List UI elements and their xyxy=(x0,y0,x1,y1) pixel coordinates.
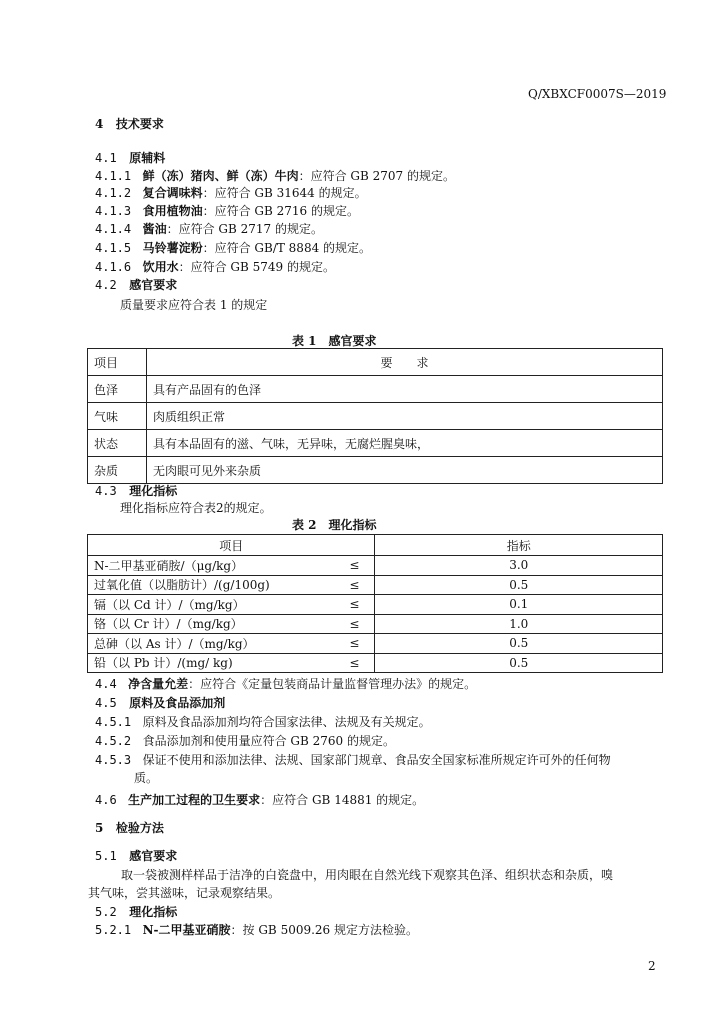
table-cell: N-二甲基亚硝胺/（μg/kg） xyxy=(88,556,335,576)
table-cell: ≤ xyxy=(334,614,375,634)
clause-4-1-3 xyxy=(95,203,359,219)
subsection-title: 原料及食品添加剂 xyxy=(129,696,226,710)
clause-text: 保证不使用和添加法律、法规、国家部门规章、食品安全国家标准所规定许可外的任何物 xyxy=(142,753,611,767)
paragraph-5-1-line-2: 其气味，尝其滋味，记录观察结果。 xyxy=(88,886,281,900)
table-cell: 镉（以 Cd 计）/（mg/kg） xyxy=(88,595,335,615)
table-row xyxy=(88,430,663,457)
subsection-title: 理化指标 xyxy=(129,484,178,498)
clause-number: 4.1.3 xyxy=(95,204,132,218)
clause-label: 净含量允差 xyxy=(128,677,189,691)
table-cell: 杂质 xyxy=(88,457,147,484)
clause-text: ：应符合 GB 31644 的规定。 xyxy=(202,186,367,200)
table-cell: 色泽 xyxy=(88,376,147,403)
table-cell: 0.5 xyxy=(375,653,663,673)
section-4-heading xyxy=(95,116,164,132)
section-number: 4 xyxy=(95,117,104,131)
subsection-number: 4.1 xyxy=(95,151,117,165)
subsection-5-2-heading xyxy=(95,904,177,920)
subsection-title: 理化指标 xyxy=(129,905,178,919)
clause-4-1-4 xyxy=(95,221,323,237)
table-row xyxy=(88,614,663,634)
subsection-4-3-heading xyxy=(95,483,177,499)
clause-4-5-3 xyxy=(95,752,611,768)
table-cell: ≤ xyxy=(334,595,375,615)
clause-text: ：应符合《定量包装商品计量监督管理办法》的规定。 xyxy=(188,677,477,691)
clause-number: 4.5.2 xyxy=(95,734,132,748)
page-number: 2 xyxy=(648,959,656,973)
clause-text: ：应符合 GB 2707 的规定。 xyxy=(298,169,455,183)
clause-text: ：应符合 GB 2717 的规定。 xyxy=(166,222,323,236)
clause-number: 4.1.4 xyxy=(95,222,132,236)
table-header-cell: 项目 xyxy=(88,535,375,556)
table-2-physicochemical xyxy=(87,534,663,673)
clause-label: 饮用水 xyxy=(142,260,179,274)
table-cell: 状态 xyxy=(88,430,147,457)
table-cell: ≤ xyxy=(334,556,375,576)
clause-label: N-二甲基亚硝胺 xyxy=(142,923,231,937)
table-cell: 气味 xyxy=(88,403,147,430)
clause-text: ：按 GB 5009.26 规定方法检验。 xyxy=(230,923,419,937)
table-cell: ≤ xyxy=(334,653,375,673)
table-cell: 铅（以 Pb 计）/(mg/ kg) xyxy=(88,653,335,673)
table-cell: ≤ xyxy=(334,575,375,595)
table-cell: ≤ xyxy=(334,634,375,654)
table-header-cell: 指标 xyxy=(375,535,663,556)
section-title: 检验方法 xyxy=(115,821,164,835)
clause-number: 4.1.5 xyxy=(95,241,132,255)
table-row xyxy=(88,403,663,430)
table-row xyxy=(88,653,663,673)
document-code: Q/XBXCF0007S—2019 xyxy=(528,87,667,101)
clause-number: 5.2.1 xyxy=(95,923,132,937)
subsection-number: 5.1 xyxy=(95,849,117,863)
clause-label: 复合调味料 xyxy=(142,186,203,200)
clause-number: 4.1.1 xyxy=(95,169,132,183)
clause-text: 食品添加剂和使用量应符合 GB 2760 的规定。 xyxy=(142,734,395,748)
clause-number: 4.5.1 xyxy=(95,715,132,729)
table-header-row xyxy=(88,349,663,376)
clause-4-5-2 xyxy=(95,733,395,749)
paragraph-4-3: 理化指标应符合表2的规定。 xyxy=(120,501,272,515)
clause-text: ：应符合 GB 5749 的规定。 xyxy=(178,260,335,274)
table-1-caption: 表 1 感官要求 xyxy=(292,334,377,348)
clause-label: 鲜（冻）猪肉、鲜（冻）牛肉 xyxy=(142,169,299,183)
clause-text: ：应符合 GB 14881 的规定。 xyxy=(260,793,425,807)
table-cell: 具有产品固有的色泽 xyxy=(147,376,663,403)
section-number: 5 xyxy=(95,821,104,835)
clause-4-6 xyxy=(95,792,424,808)
clause-text: ：应符合 GB/T 8884 的规定。 xyxy=(202,241,372,255)
subsection-4-5-heading xyxy=(95,695,225,711)
table-cell: 总砷（以 As 计）/（mg/kg） xyxy=(88,634,335,654)
clause-4-5-1 xyxy=(95,714,431,730)
table-cell: 3.0 xyxy=(375,556,663,576)
clause-text: 原料及食品添加剂均符合国家法律、法规及有关规定。 xyxy=(142,715,431,729)
table-1-sensory xyxy=(87,348,663,484)
clause-label: 食用植物油 xyxy=(142,204,203,218)
paragraph-5-1-line-1: 取一袋被测样样品于洁净的白瓷盘中，用肉眼在自然光线下观察其色泽、组织状态和杂质，嗅 xyxy=(121,868,614,882)
subsection-number: 4.5 xyxy=(95,696,117,710)
subsection-number: 4.2 xyxy=(95,278,117,292)
clause-4-1-6 xyxy=(95,259,335,275)
subsection-title: 原辅料 xyxy=(129,151,166,165)
table-cell: 无肉眼可见外来杂质 xyxy=(147,457,663,484)
table-cell: 过氧化值（以脂肪计）/(g/100g) xyxy=(88,575,335,595)
clause-number: 4.6 xyxy=(95,793,117,807)
clause-number: 4.1.6 xyxy=(95,260,132,274)
clause-4-4 xyxy=(95,676,476,692)
subsection-title: 感官要求 xyxy=(129,849,178,863)
clause-label: 酱油 xyxy=(142,222,167,236)
table-cell: 0.5 xyxy=(375,575,663,595)
table-header-row xyxy=(88,535,663,556)
subsection-number: 4.3 xyxy=(95,484,117,498)
subsection-number: 5.2 xyxy=(95,905,117,919)
table-header-cell: 项目 xyxy=(88,349,147,376)
table-cell: 具有本品固有的滋、气味，无异味，无腐烂腥臭味， xyxy=(147,430,663,457)
table-row xyxy=(88,376,663,403)
table-row xyxy=(88,595,663,615)
clause-4-5-3-continuation: 质。 xyxy=(134,771,159,785)
clause-label: 生产加工过程的卫生要求 xyxy=(128,793,261,807)
subsection-title: 感官要求 xyxy=(129,278,178,292)
clause-4-1-5 xyxy=(95,240,371,256)
section-5-heading xyxy=(95,820,164,836)
clause-4-1-1 xyxy=(95,168,455,184)
table-cell: 肉质组织正常 xyxy=(147,403,663,430)
subsection-5-1-heading xyxy=(95,848,177,864)
clause-label: 马铃薯淀粉 xyxy=(142,241,203,255)
table-header-cell: 要 求 xyxy=(147,349,663,376)
clause-5-2-1 xyxy=(95,922,418,938)
subsection-4-2-heading xyxy=(95,277,177,293)
section-title: 技术要求 xyxy=(115,117,164,131)
clause-number: 4.1.2 xyxy=(95,186,132,200)
table-row xyxy=(88,634,663,654)
table-cell: 0.5 xyxy=(375,634,663,654)
subsection-4-1-heading xyxy=(95,150,165,166)
clause-text: ：应符合 GB 2716 的规定。 xyxy=(202,204,359,218)
table-2-caption: 表 2 理化指标 xyxy=(292,518,377,532)
table-cell: 0.1 xyxy=(375,595,663,615)
table-row xyxy=(88,556,663,576)
table-cell: 铬（以 Cr 计）/（mg/kg） xyxy=(88,614,335,634)
paragraph-4-2: 质量要求应符合表 1 的规定 xyxy=(120,298,268,312)
table-cell: 1.0 xyxy=(375,614,663,634)
clause-number: 4.5.3 xyxy=(95,753,132,767)
table-row xyxy=(88,457,663,484)
clause-number: 4.4 xyxy=(95,677,117,691)
table-row xyxy=(88,575,663,595)
clause-4-1-2 xyxy=(95,185,367,201)
